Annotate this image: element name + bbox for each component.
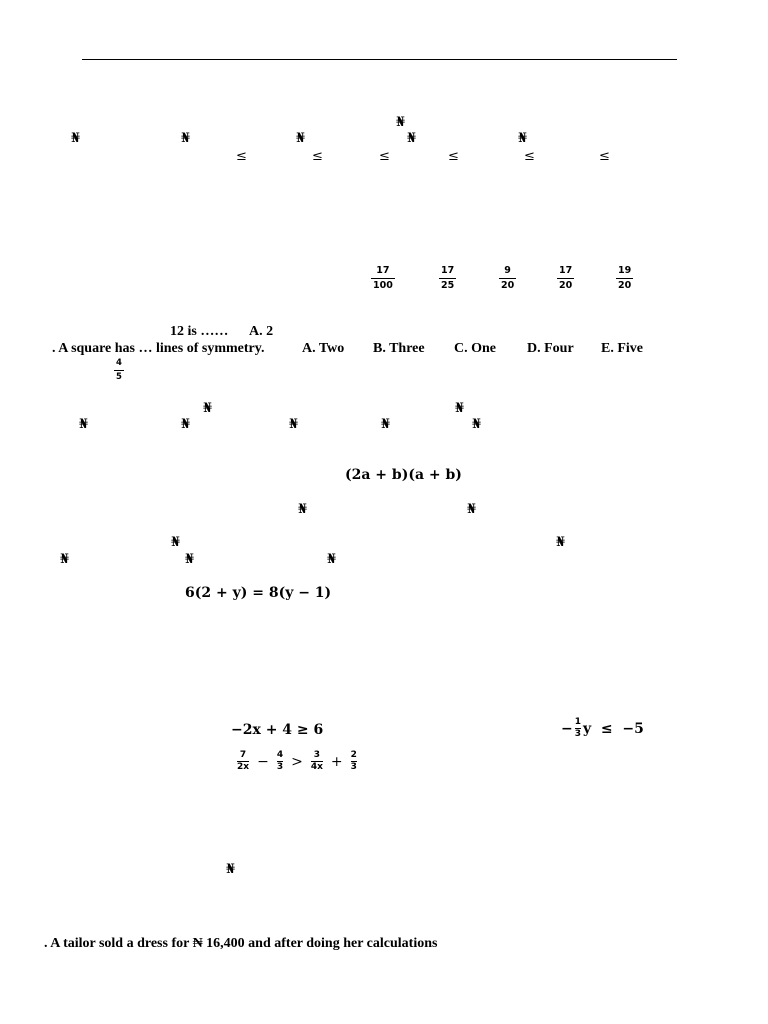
naira-symbol: ₦ (71, 131, 81, 146)
fraction-denominator: 3 (350, 762, 357, 772)
fraction-one-third (575, 718, 581, 739)
leq-symbol: ≤ (448, 149, 459, 164)
fraction-denominator: 3 (574, 729, 581, 739)
fraction-4-over-3 (277, 751, 283, 772)
naira-symbol: ₦ (518, 131, 528, 146)
leq-symbol: ≤ (312, 149, 323, 164)
fraction-denominator: 100 (373, 279, 393, 291)
fraction-denominator: 20 (559, 279, 573, 291)
fraction-2-over-3 (351, 751, 357, 772)
naira-symbol: ₦ (381, 417, 391, 432)
naira-symbol: ₦ (226, 862, 236, 877)
symmetry-option-e: E. Five (601, 341, 643, 356)
expression-expand: (2a + b)(a + b) (345, 467, 462, 483)
fraction-option (557, 266, 574, 290)
fraction-numerator: 3 (313, 750, 320, 760)
naira-symbol: ₦ (472, 417, 482, 432)
symmetry-option-c: C. One (454, 341, 496, 356)
fraction-numerator: 19 (618, 265, 632, 276)
naira-symbol: ₦ (298, 502, 308, 517)
naira-symbol: ₦ (171, 535, 181, 550)
fraction-numerator: 17 (559, 265, 573, 276)
fraction-denominator: 4x (310, 762, 323, 772)
greater-than-operator: > (291, 753, 303, 770)
fraction-numerator: 1 (574, 717, 581, 727)
fraction-numerator: 17 (441, 265, 455, 276)
fraction-option (439, 266, 456, 290)
inequality-right (561, 718, 644, 739)
fraction-denominator: 20 (618, 279, 632, 291)
naira-symbol: ₦ (203, 401, 213, 416)
fraction-denominator: 25 (441, 279, 455, 291)
fraction-numerator: 17 (376, 265, 390, 276)
naira-symbol: ₦ (289, 417, 299, 432)
symmetry-question: . A square has … lines of symmetry. (52, 341, 265, 356)
naira-symbol: ₦ (556, 535, 566, 550)
equation-solve-y: 6(2 + y) = 8(y − 1) (185, 585, 332, 601)
question-12-fragment: 12 is …… (170, 324, 229, 339)
leq-symbol: ≤ (379, 149, 390, 164)
naira-symbol: ₦ (467, 502, 477, 517)
fraction-option (616, 266, 633, 290)
naira-symbol: ₦ (181, 131, 191, 146)
naira-symbol: ₦ (455, 401, 465, 416)
naira-symbol: ₦ (296, 131, 306, 146)
plus-operator: + (330, 753, 343, 770)
fraction-7-over-2x (237, 751, 249, 772)
fraction-numerator: 4 (116, 358, 122, 368)
minus-sign: − (561, 720, 573, 737)
fraction-3-over-4x (311, 751, 323, 772)
naira-symbol: ₦ (407, 131, 417, 146)
fraction-numerator: 2 (350, 750, 357, 760)
leq-symbol: ≤ (236, 149, 247, 164)
tailor-question: . A tailor sold a dress for ₦ 16,400 and after doing her calculations (44, 936, 438, 951)
header-rule (82, 59, 677, 60)
naira-symbol: ₦ (327, 552, 337, 567)
inequality-right-rest: y ≤ −5 (583, 720, 644, 737)
naira-symbol: ₦ (396, 115, 406, 130)
inequality-left: −2x + 4 ≥ 6 (231, 722, 324, 738)
leq-symbol: ≤ (599, 149, 610, 164)
fraction-four-fifths (114, 359, 124, 381)
symmetry-option-b: B. Three (373, 341, 425, 356)
naira-symbol: ₦ (60, 552, 70, 567)
naira-symbol: ₦ (185, 552, 195, 567)
fraction-option (371, 266, 395, 290)
fraction-option (499, 266, 516, 290)
naira-symbol: ₦ (79, 417, 89, 432)
naira-symbol: ₦ (181, 417, 191, 432)
fraction-numerator: 4 (276, 750, 284, 760)
fraction-numerator: 9 (504, 265, 511, 276)
leq-symbol: ≤ (524, 149, 535, 164)
fraction-numerator: 7 (239, 750, 247, 760)
inequality-fractions (235, 751, 359, 772)
fraction-denominator: 5 (116, 371, 122, 382)
fraction-denominator: 20 (501, 279, 515, 291)
question-12-option-a: A. 2 (249, 324, 274, 339)
symmetry-option-a: A. Two (302, 341, 345, 356)
fraction-denominator: 2x (237, 762, 250, 772)
symmetry-option-d: D. Four (527, 341, 574, 356)
fraction-denominator: 3 (276, 762, 284, 772)
minus-operator: − (257, 753, 269, 770)
